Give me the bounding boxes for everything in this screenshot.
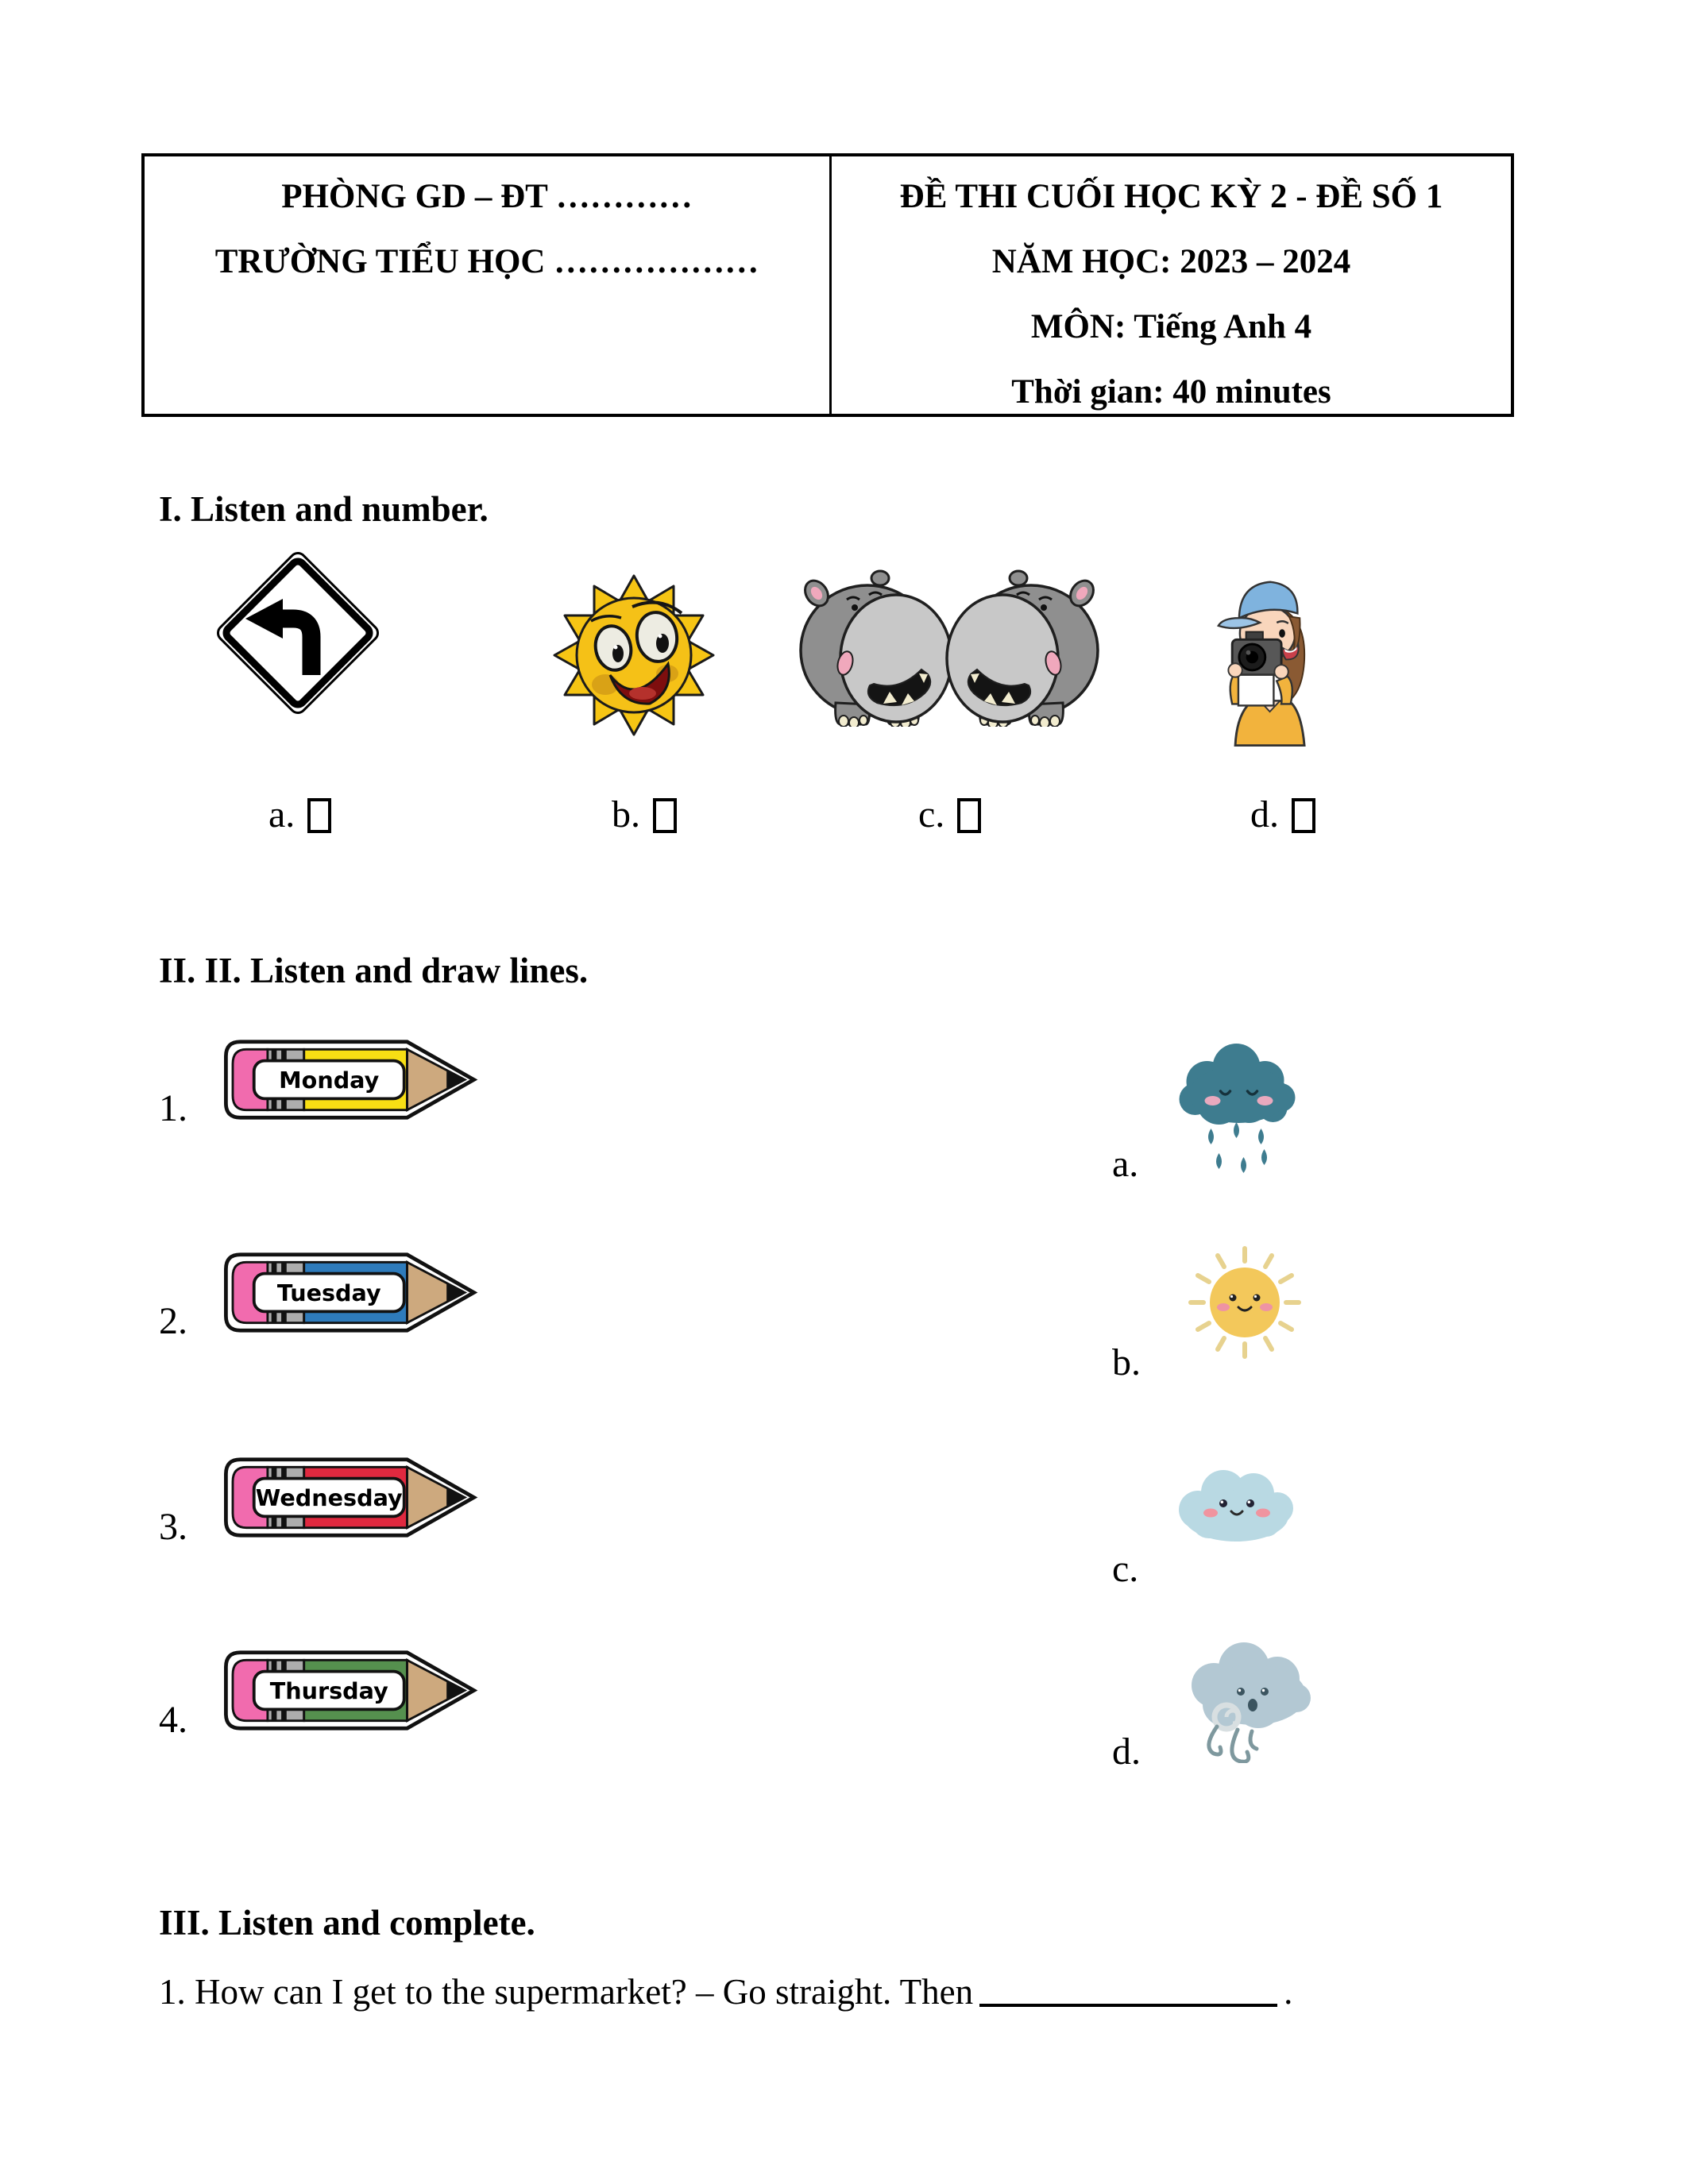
option-b-label: b. bbox=[612, 793, 640, 835]
pencil-thursday-label: Thursday bbox=[269, 1677, 388, 1704]
school-name-line: TRƯỜNG TIỂU HỌC ……………… bbox=[214, 243, 759, 280]
cloud-icon[interactable] bbox=[1165, 1456, 1308, 1551]
option-c-label: c. bbox=[918, 793, 945, 835]
option-a-checkbox[interactable] bbox=[307, 798, 331, 833]
pencil-tuesday[interactable] bbox=[218, 1251, 481, 1334]
header-table bbox=[141, 153, 1514, 417]
girl-photographer-image bbox=[1214, 568, 1329, 747]
pencil-tuesday-label: Tuesday bbox=[276, 1279, 381, 1306]
windy-cloud-icon[interactable] bbox=[1168, 1628, 1319, 1763]
pencil-wednesday-label: Wednesday bbox=[255, 1484, 403, 1511]
section1-title: I. Listen and number. bbox=[159, 489, 489, 529]
option-d-checkbox[interactable] bbox=[1292, 798, 1315, 833]
weather-d-label: d. bbox=[1112, 1731, 1141, 1773]
weather-c-label: c. bbox=[1112, 1548, 1139, 1590]
duration: Thời gian: 40 minutes bbox=[1011, 373, 1331, 411]
option-d bbox=[1250, 793, 1315, 836]
pencil-monday-label: Monday bbox=[279, 1067, 380, 1094]
school-year: NĂM HỌC: 2023 – 2024 bbox=[991, 243, 1351, 280]
pencil-1-number: 1. bbox=[159, 1087, 187, 1129]
cartoon-sun-image bbox=[539, 572, 729, 739]
section3-title: III. Listen and complete. bbox=[159, 1903, 535, 1943]
option-d-label: d. bbox=[1250, 793, 1279, 835]
option-b bbox=[612, 793, 677, 836]
weather-a-label: a. bbox=[1112, 1143, 1139, 1185]
option-a bbox=[268, 793, 331, 836]
option-b-checkbox[interactable] bbox=[653, 798, 677, 833]
question-1-text: 1. How can I get to the supermarket? – Go straight. Then bbox=[159, 1972, 974, 2012]
option-c bbox=[918, 793, 981, 836]
option-a-label: a. bbox=[268, 793, 295, 835]
exam-title: ĐỀ THI CUỐI HỌC KỲ 2 - ĐỀ SỐ 1 bbox=[899, 178, 1443, 215]
question-1-period: . bbox=[1284, 1972, 1293, 2012]
weather-b-label: b. bbox=[1112, 1341, 1141, 1383]
section2-title: II. II. Listen and draw lines. bbox=[159, 951, 589, 990]
pencil-monday[interactable] bbox=[218, 1038, 481, 1121]
sun-icon[interactable] bbox=[1185, 1245, 1304, 1364]
pencil-2-number: 2. bbox=[159, 1300, 187, 1342]
rain-cloud-icon[interactable] bbox=[1169, 1032, 1300, 1183]
subject: MÔN: Tiếng Anh 4 bbox=[1030, 308, 1312, 345]
school-dept-line: PHÒNG GD – ĐT ………… bbox=[281, 178, 693, 215]
question-1-blank[interactable] bbox=[979, 1996, 1277, 2007]
pencil-thursday[interactable] bbox=[218, 1649, 481, 1732]
pencil-3-number: 3. bbox=[159, 1506, 187, 1548]
two-hippos-image bbox=[794, 568, 1104, 727]
pencil-4-number: 4. bbox=[159, 1699, 187, 1741]
option-c-checkbox[interactable] bbox=[957, 798, 981, 833]
header-left-cell bbox=[145, 156, 832, 414]
header-right-cell bbox=[832, 156, 1511, 414]
turn-left-sign-image bbox=[213, 542, 384, 728]
pencil-wednesday[interactable] bbox=[218, 1456, 481, 1539]
question-1 bbox=[159, 1971, 1525, 2012]
